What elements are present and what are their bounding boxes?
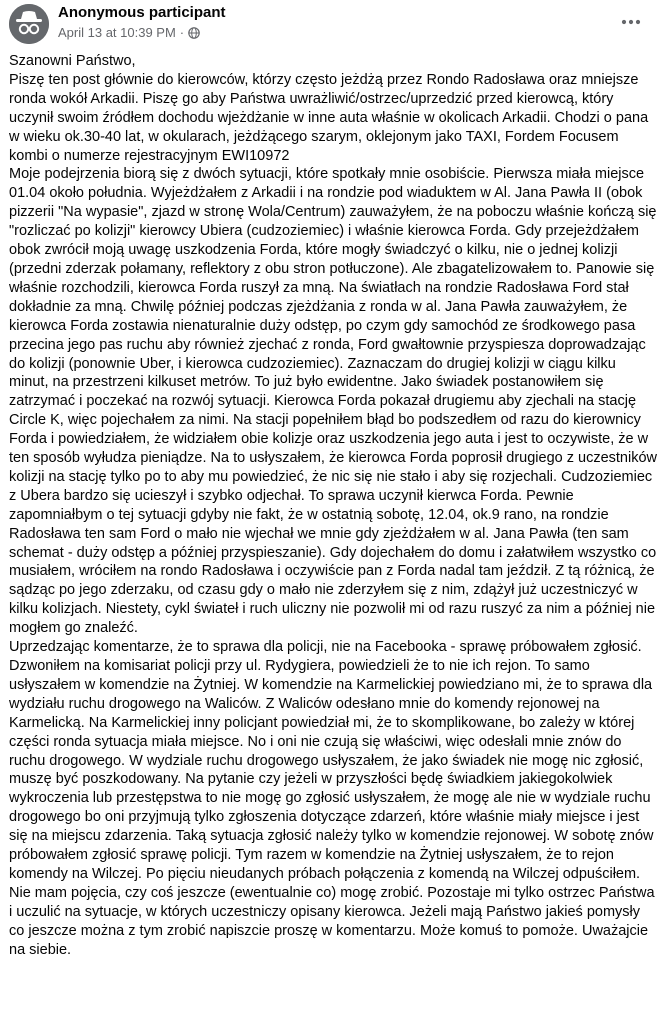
post-paragraph: Szanowni Państwo, <box>9 53 136 69</box>
post-paragraph: Nie mam pojęcia, czy coś jeszcze (ewentualnie co) mogę zrobić. Pozostaje mi tylko ostrzec Państwa i uczulić na sytuacje, w których uczestniczy opisany kierowca. Jeżeli mają Państwo jakieś pomysły co jeszcze można z tym zrobić napiszcie proszę w komentarzu. Może komuś to pomoże. Uważajcie na siebie. <box>9 884 655 958</box>
post-meta <box>58 25 200 40</box>
post-paragraph: Piszę ten post głównie do kierowców, którzy często jeżdżą przez Rondo Radosława oraz mniejsze ronda wokół Arkadii. Piszę go aby Państwa uwrażliwić/ostrzec/uprzedzić przed kierowcą, który uczynił swoim źródłem dochodu wjeżdżanie w inne auta właśnie w okolicach Arkadii. Chodzi o pana w wieku ok.30-40 lat, w okularach, jeżdżącego szarym, oklejonym jako TAXI, Fordem Focusem kombi o numerze rejestracyjnym EWI10972 <box>9 71 649 164</box>
post-body <box>9 52 657 960</box>
post-timestamp[interactable]: April 13 at 10:39 PM <box>58 25 176 40</box>
meta-separator: · <box>179 25 185 40</box>
post-header <box>0 0 661 48</box>
more-options-icon <box>621 19 641 25</box>
author-name[interactable]: Anonymous participant <box>58 4 226 21</box>
more-options-button[interactable] <box>617 12 645 32</box>
post-paragraph: Moje podejrzenia biorą się z dwóch sytuacji, które spotkały mnie osobiście. Pierwsza miała miejsce 01.04 około południa. Wyjeżdżałem z Arkadii i na rondzie pod wiaduktem w Al. Jana Pawła II (obok pizzerii "Na wypasie", zjazd w stronę Wola/Centrum) zauważyłem, że na poboczu właśnie kończą się "rozliczać po kolizji" kierowcy Ubiera (cudzoziemiec) i właśnie kierowca Forda. Gdy przejeżdżałem obok zwrócił moją uwagę uszkodzenia Forda, które mogły świadczyć o kilku, nie o jednej kolizji (przedni zderzak połamany, reflektory z obu stron potłuczone). Ale zbagatelizowałem to. Panowie się właśnie rozchodzili, kierowca Forda ruszył za mną. Na światłach na rondzie Radosława Ford stał dokładnie za mną. Chwilę później podczas zjeżdżania z ronda w al. Jana Pawła zauważyłem, że kierowca Forda zostawia nienaturalnie duży odstęp, po czym gdy samochód ze środkowego pasa przecina jego pas ruchu aby również zjechać z ronda, Ford gwałtownie przyspiesza doprowadzając do kolizji (ponownie Uber, i kierowca cudzoziemiec). Zaznaczam do drugiej kolizji w ciągu kilku minut, na przestrzeni kilkuset metrów. To już było ewidentne. Jako świadek postanowiłem się zatrzymać i poczekać na rozwój sytuacji. Kierowca Forda pokazał drugiemu aby zjechali na stację Circle K, więc pojechałem za nimi. Na stacji popełniłem błąd bo podszedłem od razu do kierownicy Forda i powiedziałem, że widziałem obie kolizje oraz uszkodzenia jego auta i jest to oczywiste, że w ten sposób wyłudza pieniądze. Na to usłyszałem, że kierowca Forda poprosił drugiego z uczestników kolizji na stację tylko po to aby mu powiedzieć, że nic się nie stało i aby się rozjechali. Cudzoziemiec z Ubera bardzo się ucieszył i szybko odjechał. To sprawa uczynił kierwca Forda. Pewnie zapomniałbym o tej sytuacji gdyby nie fakt, że w ostatnią sobotę, 12.04, ok.9 rano, na rondzie Radosława ten sam Ford o mało nie wjechał we mnie gdy zjeżdżałem w al. Jana Pawła (ten sam schemat - duży odstęp a później przyspieszanie). Gdy dojechałem do domu i załatwiłem wszystko co musiałem, wróciłem na rondo Radosława i oczywiście pan z Forda nadal tam jeździł. Z tą różnicą, że sądząc po jego zderzaku, od czasu gdy o mało nie zderzyłem się z nim, zdążył już uczestniczyć w kilku kolizjach. Niestety, cykl świateł i ruch uliczny nie pozwolił mi od razu ruszyć za nim a później nie mogłem go znaleźć. <box>9 166 657 637</box>
globe-icon[interactable] <box>188 27 200 39</box>
anonymous-avatar-icon[interactable] <box>9 4 49 44</box>
post-paragraph: Uprzedzając komentarze, że to sprawa dla policji, nie na Facebooka - sprawę próbowałem zgłosić. Dzwoniłem na komisariat policji przy ul. Rydygiera, powiedzieli że to nie ich rejon. To samo usłyszałem w komendzie na Żytniej. W komendzie na Karmelickiej powiedziano mi, że to sprawa dla wydziału ruchu drogowego na Waliców. Z Waliców odesłano mnie do komendy rejonowej na Karmelicką. Na Karmelickiej inny policjant powiedział mi, że to skomplikowane, bo zależy w której części ronda sytuacja miała miejsce. No i oni nie czują się właściwi, więc odesłali mnie znów do ruchu drogowego. W wydziale ruchu drogowego usłyszałem, że jako świadek nie mogę nic zgłosić, muszę być poszkodowany. Na pytanie czy jeżeli w przyszłości będę świadkiem jakiegokolwiek wykroczenia lub przestępstwa to nie mogę go zgłosić usłyszałem, że mogę ale nie w wydziale ruchu drogowego bo oni przyjmują tylko zgłoszenia dotyczące zdarzeń, które właśnie miały miejsce i jest się na miejscu zdarzenia. Taką sytuacja zgłosić należy tylko w komendzie rejonowej. W sobotę znów próbowałem zgłosić sprawę policji. Tym razem w komendzie na Żytniej usłyszałem, że to rejon komendy na Wilczej. Po pięciu nieudanych próbach połączenia z komendą na Wilczej odpuściłem. <box>9 639 654 882</box>
